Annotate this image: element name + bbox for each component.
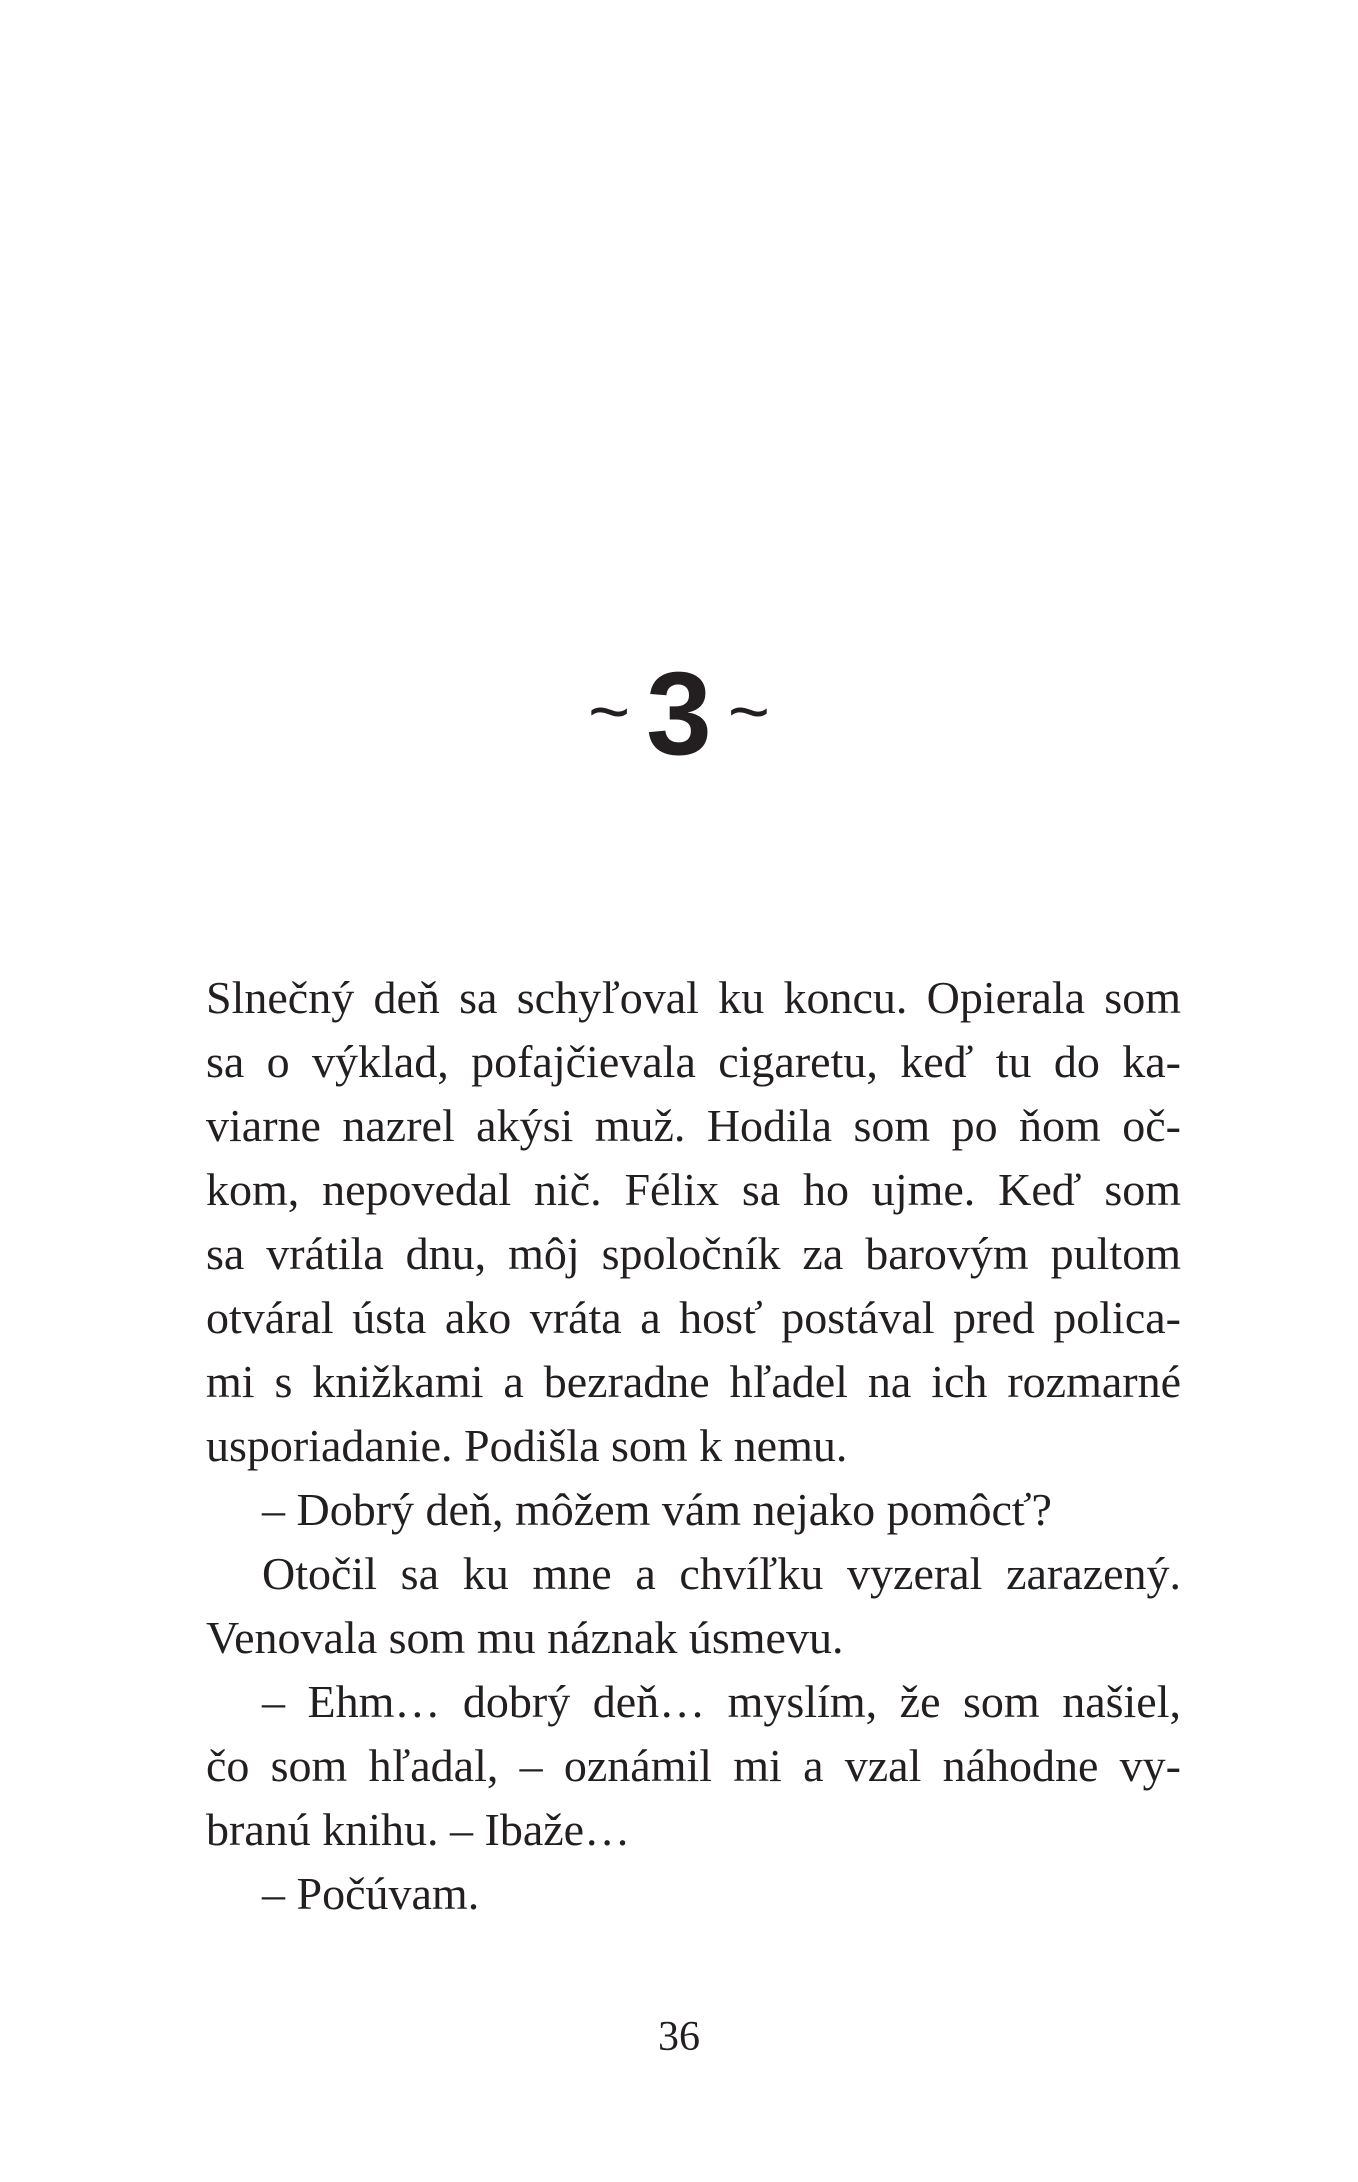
text-line: čo som hľadal, – oznámil mi a vzal náhodne vy- xyxy=(206,1740,1181,1791)
text-line: Otočil sa ku mne a chvíľku vyzeral zarazený. xyxy=(262,1548,1181,1599)
chapter-heading xyxy=(0,648,1358,780)
text-line: sa o výklad, pofajčievala cigaretu, keď tu do ka- xyxy=(206,1036,1181,1087)
text-line: sa vrátila dnu, môj spoločník za barovým pultom xyxy=(206,1228,1181,1279)
text-line: viarne nazrel akýsi muž. Hodila som po ňom oč- xyxy=(206,1100,1181,1151)
text-line: usporiadanie. Podišla som k nemu. xyxy=(206,1420,848,1471)
text-line: kom, nepovedal nič. Félix sa ho ujme. Keď som xyxy=(206,1164,1181,1215)
chapter-number: 3 xyxy=(646,648,712,780)
chapter-ornament-right: ~ xyxy=(727,672,770,752)
page-number: 36 xyxy=(658,2014,700,2060)
text-line: Slnečný deň sa schyľoval ku koncu. Opierala som xyxy=(206,972,1181,1023)
text-line: – Dobrý deň, môžem vám nejako pomôcť? xyxy=(262,1484,1052,1535)
text-line: Venovala som mu náznak úsmevu. xyxy=(206,1612,844,1663)
text-line: otváral ústa ako vráta a hosť postával pred polica- xyxy=(206,1292,1181,1343)
body-text xyxy=(206,966,1181,1926)
text-line: – Počúvam. xyxy=(262,1868,480,1919)
text-line: – Ehm… dobrý deň… myslím, že som našiel, xyxy=(262,1676,1181,1727)
chapter-ornament-left: ~ xyxy=(588,672,631,752)
text-line: mi s knižkami a bezradne hľadel na ich rozmarné xyxy=(206,1356,1181,1407)
text-line: branú knihu. – Ibaže… xyxy=(206,1804,631,1855)
